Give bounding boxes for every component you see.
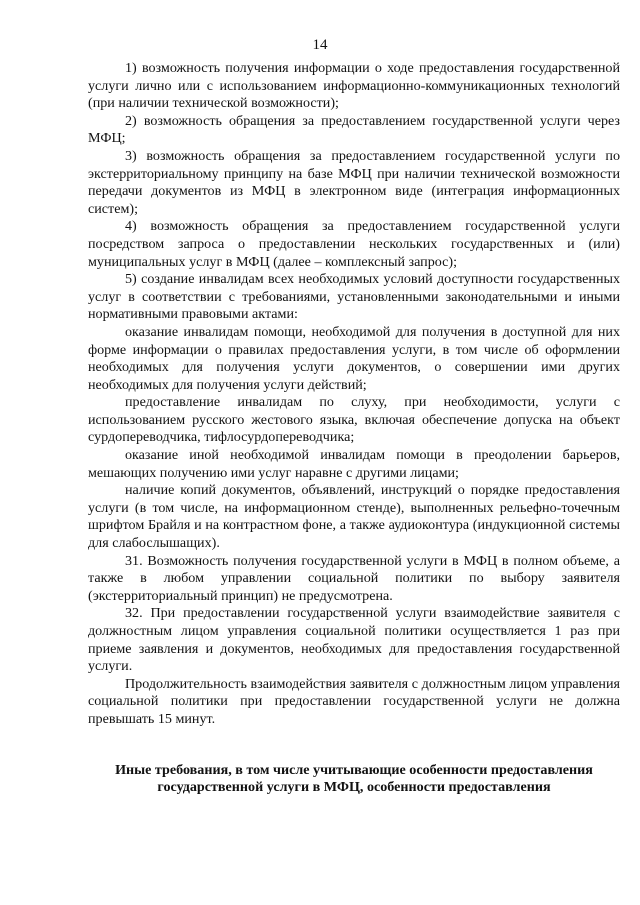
paragraph-disability-help: оказание инвалидам помощи, необходимой для получения в доступной для них форме информации о правилах предоставления услуги, в том числе об оформлении необходимых для получения услуги документов, о совершении ими других необходимых для получения услуги действий; (88, 323, 620, 393)
page-number: 14 (312, 37, 328, 53)
section-gap (88, 729, 620, 762)
paragraph-sign-language: предоставление инвалидам по слуху, при необходимости, услуги с использованием русского жестового языка, включая обеспечение допуска на объект сурдопереводчика, тифлосурдопереводчика; (88, 394, 620, 446)
paragraph-item-1: 1) возможность получения информации о ходе предоставления государственной услуги лично или с использованием информационно-коммуникационных технологий (при наличии технической возможности); (88, 60, 620, 112)
paragraph-31: 31. Возможность получения государственной услуги в МФЦ в полном объеме, а также в любом управлении социальной политики по выбору заявителя (экстерриториальный принцип) не предусмотрена. (88, 552, 620, 604)
paragraph-item-5: 5) создание инвалидам всех необходимых условий доступности государственных услуг в соответствии с требованиями, установленными законодательными и иными нормативными правовыми актами: (88, 271, 620, 323)
paragraph-barrier-help: оказание иной необходимой инвалидам помощи в преодолении барьеров, мешающих получению ими услуг наравне с другими лицами; (88, 447, 620, 481)
section-heading (88, 762, 620, 797)
paragraph-item-4: 4) возможность обращения за предоставлением государственной услуги посредством запроса о предоставлении нескольких государственных и (или) муниципальных услуг в МФЦ (далее – комплексный запрос); (88, 218, 620, 270)
section-heading-line-2: государственной услуги в МФЦ, особенности предоставления (157, 779, 551, 796)
paragraph-braille-copies: наличие копий документов, объявлений, инструкций о порядке предоставления услуги (в том числе, на информационном стенде), выполненных рельефно-точечным шрифтом Брайля и на контрастном фоне, а также аудиоконтура (индукционной системы для слабослышащих). (88, 482, 620, 552)
paragraph-interaction-duration: Продолжительность взаимодействия заявителя с должностным лицом управления социальной политики при предоставлении государственной услуги не должна превышать 15 минут. (88, 675, 620, 727)
paragraph-item-3: 3) возможность обращения за предоставлением государственной услуги по экстерриториальному принципу на базе МФЦ при наличии технической возможности передачи документов из МФЦ в электронном виде (интеграция информационных систем); (88, 147, 620, 217)
section-heading-line-1: Иные требования, в том числе учитывающие особенности предоставления (115, 761, 593, 778)
document-body (88, 60, 620, 797)
paragraph-32: 32. При предоставлении государственной услуги взаимодействие заявителя с должностным лицом управления социальной политики осуществляется 1 раз при приеме заявления и документов, необходимых для предоставления государственной услуги. (88, 605, 620, 675)
paragraph-item-2: 2) возможность обращения за предоставлением государственной услуги через МФЦ; (88, 112, 620, 147)
